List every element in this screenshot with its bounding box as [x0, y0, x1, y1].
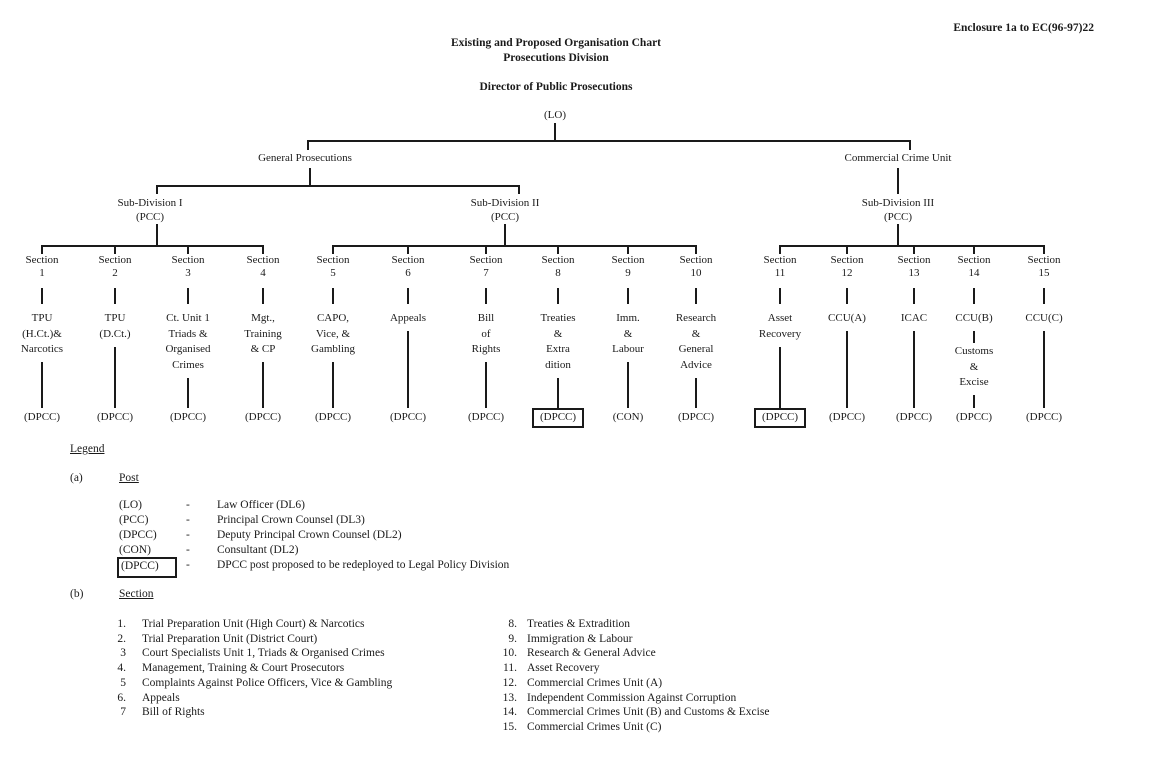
connector-line — [309, 168, 311, 185]
connector-line — [913, 331, 915, 408]
unit-name-line: Labour — [612, 343, 644, 355]
unit-name-line: Gambling — [311, 343, 355, 355]
section-number: 2 — [112, 267, 118, 279]
connector-line — [307, 140, 911, 142]
section-header-word: Section — [1027, 254, 1061, 266]
section-post-label: (DPCC) — [96, 411, 134, 423]
section-header-word: Section — [957, 254, 991, 266]
section-unit-name — [1002, 311, 1086, 327]
connector-line — [407, 288, 409, 304]
subdivision-3-name: Sub-Division III — [861, 197, 935, 209]
connector-line — [897, 224, 899, 245]
section-number: 15 — [1038, 267, 1050, 279]
branch-general-prosecutions: General Prosecutions — [258, 152, 352, 164]
connector-line — [262, 362, 264, 408]
connector-line — [973, 331, 975, 343]
connector-line — [557, 378, 559, 409]
connector-tick — [262, 245, 264, 254]
list-item-number: 9. — [508, 633, 517, 645]
unit-name-line: Vice, & — [315, 327, 351, 340]
legend-separator: - — [186, 544, 190, 556]
unit-name-line: & — [691, 327, 701, 340]
connector-tick — [114, 245, 116, 254]
section-header — [0, 254, 84, 280]
section-header-word: Section — [763, 254, 797, 266]
section-post-label: (DPCC) — [895, 411, 933, 423]
section-post — [363, 411, 453, 424]
unit-name-line: Imm. — [616, 312, 640, 324]
unit-name-line: Treaties — [540, 312, 576, 324]
legend-separator: - — [186, 559, 190, 571]
section-number: 1 — [39, 267, 45, 279]
connector-tick — [485, 245, 487, 254]
list-item-number: 3 — [120, 647, 126, 659]
unit-name-line: & CP — [250, 343, 276, 355]
unit-name-line: (H.Ct.)& — [22, 327, 62, 340]
legend-description: DPCC post proposed to be redeployed to Legal Policy Division — [217, 559, 510, 571]
subdivision-1-name: Sub-Division I — [117, 197, 183, 209]
list-item-text: Independent Commission Against Corruption — [527, 692, 737, 704]
connector-line — [779, 288, 781, 304]
subdivision-1-post: (PCC) — [135, 211, 165, 223]
list-item-number: 1. — [117, 618, 126, 630]
unit-name-line: Appeals — [389, 312, 427, 324]
section-unit-name — [73, 311, 157, 342]
connector-line — [627, 362, 629, 408]
connector-line — [332, 288, 334, 304]
section-unit-name — [291, 311, 375, 358]
legend-description: Consultant (DL2) — [217, 544, 299, 556]
connector-line — [407, 331, 409, 408]
section-header — [654, 254, 738, 280]
section-unit-name — [654, 311, 738, 373]
list-item-text: Trial Preparation Unit (High Court) & Narcotics — [142, 618, 365, 630]
section-post-label: (DPCC) — [828, 411, 866, 423]
unit-name-line: Narcotics — [20, 343, 64, 355]
section-number: 9 — [625, 267, 631, 279]
connector-line — [485, 288, 487, 304]
section-unit-name — [0, 311, 84, 358]
list-item-number: 14. — [502, 706, 517, 718]
section-number: 7 — [483, 267, 489, 279]
subdivision-2-post: (PCC) — [490, 211, 520, 223]
unit-name-line: & — [969, 360, 979, 373]
connector-line — [1043, 288, 1045, 304]
connector-tick — [973, 245, 975, 254]
subdivision-1 — [90, 196, 210, 224]
unit-name-line: (D.Ct.) — [99, 327, 131, 340]
list-item-text: Court Specialists Unit 1, Triads & Organised Crimes — [142, 647, 385, 659]
enclosure-reference: Enclosure 1a to EC(96-97)22 — [953, 22, 1094, 34]
connector-tick — [695, 245, 697, 254]
section-header-word: Section — [611, 254, 645, 266]
section-post-label: (DPCC) — [244, 411, 282, 423]
connector-line — [41, 362, 43, 408]
unit-name-line: Excise — [959, 376, 989, 388]
connector-line — [973, 395, 975, 408]
unit-name-line: Training — [244, 327, 282, 340]
legend-section-heading: Section — [119, 588, 154, 600]
section-number: 12 — [841, 267, 853, 279]
unit-name-line: ICAC — [900, 312, 928, 324]
list-item-text: Treaties & Extradition — [527, 618, 631, 630]
connector-line — [846, 331, 848, 408]
section-post-label: (DPCC) — [467, 411, 505, 423]
director-post: (LO) — [544, 109, 566, 121]
unit-name-line: TPU — [104, 312, 126, 324]
list-item-text: Complaints Against Police Officers, Vice & Gambling — [142, 677, 393, 689]
connector-line — [41, 288, 43, 304]
list-item-text: Commercial Crimes Unit (B) and Customs & Excise — [527, 706, 770, 718]
section-post-label: (DPCC) — [1025, 411, 1063, 423]
list-item-number: 12. — [502, 677, 517, 689]
list-item-number: 8. — [508, 618, 517, 630]
section-header-word: Section — [391, 254, 425, 266]
subdivision-3-post: (PCC) — [883, 211, 913, 223]
connector-tick — [913, 245, 915, 254]
section-header-word: Section — [25, 254, 59, 266]
section-unit-name — [146, 311, 230, 373]
unit-name-line: Advice — [680, 358, 712, 371]
connector-line — [554, 123, 556, 140]
connector-tick — [557, 245, 559, 254]
section-header-word: Section — [171, 254, 205, 266]
section-header-word: Section — [98, 254, 132, 266]
connector-line — [973, 288, 975, 304]
section-header — [1002, 254, 1086, 280]
legend-abbr: (CON) — [119, 544, 151, 556]
connector-line — [627, 288, 629, 304]
legend-separator: - — [186, 499, 190, 511]
legend-abbr: (LO) — [119, 499, 142, 511]
section-number: 10 — [690, 267, 702, 279]
connector-line — [187, 378, 189, 409]
legend-description: Principal Crown Counsel (DL3) — [217, 514, 365, 526]
unit-name-line: dition — [545, 358, 571, 371]
section-number: 13 — [908, 267, 920, 279]
connector-line — [332, 362, 334, 408]
unit-name-line: Organised — [165, 343, 211, 355]
connector-tick — [41, 245, 43, 254]
list-item-number: 11. — [503, 662, 517, 674]
unit-name-line: CCU(A) — [828, 312, 866, 324]
section-post-label: (DPCC) — [169, 411, 207, 423]
section-number: 11 — [774, 267, 786, 279]
section-header-word: Section — [897, 254, 931, 266]
unit-name-line: of — [481, 327, 491, 340]
connector-line — [913, 288, 915, 304]
list-item-text: Commercial Crimes Unit (A) — [527, 677, 663, 689]
list-item-number: 13. — [502, 692, 517, 704]
connector-line — [114, 288, 116, 304]
section-number: 8 — [555, 267, 561, 279]
section-header-word: Section — [469, 254, 503, 266]
section-unit-name-2 — [932, 344, 1016, 391]
chart-title-line2: Prosecutions Division — [503, 52, 609, 64]
list-item-text: Immigration & Labour — [527, 633, 633, 645]
subdivision-2 — [445, 196, 565, 224]
connector-line — [897, 168, 899, 194]
section-number: 14 — [968, 267, 980, 279]
connector-line — [695, 288, 697, 304]
list-item-number: 10. — [502, 647, 517, 659]
connector-tick — [627, 245, 629, 254]
connector-line — [1043, 331, 1045, 408]
connector-line — [114, 347, 116, 409]
list-item-number: 4. — [117, 662, 126, 674]
unit-name-line: Ct. Unit 1 — [166, 312, 210, 324]
connector-tick — [156, 185, 158, 194]
list-item-text: Appeals — [142, 692, 180, 704]
list-item-number: 7 — [120, 706, 126, 718]
section-header-word: Section — [830, 254, 864, 266]
unit-name-line: CCU(B) — [955, 312, 993, 324]
legend-post-heading: Post — [119, 472, 139, 484]
unit-name-line: & — [553, 327, 563, 340]
unit-name-line: Research — [675, 312, 717, 324]
connector-line — [187, 288, 189, 304]
legend-abbr: (DPCC) — [119, 529, 157, 541]
connector-line — [156, 185, 520, 187]
section-post-label: (DPCC) — [677, 411, 715, 423]
section-number: 6 — [405, 267, 411, 279]
connector-tick — [332, 245, 334, 254]
branch-commercial-crime-unit: Commercial Crime Unit — [844, 152, 952, 164]
unit-name-line: & — [623, 327, 633, 340]
section-post-label: (DPCC) — [314, 411, 352, 423]
unit-name-line: Recovery — [758, 327, 802, 340]
subdivision-2-name: Sub-Division II — [470, 197, 540, 209]
list-item-number: 5 — [120, 677, 126, 689]
connector-line — [779, 347, 781, 409]
connector-line — [262, 288, 264, 304]
section-post-label: (DPCC) — [389, 411, 427, 423]
connector-tick — [518, 185, 520, 194]
unit-name-line: CCU(C) — [1025, 312, 1063, 324]
connector-line — [846, 288, 848, 304]
legend-abbr-boxed: (DPCC) — [117, 557, 177, 578]
list-item-number: 2. — [117, 633, 126, 645]
chart-title-line1: Existing and Proposed Organisation Chart — [450, 37, 661, 49]
list-item-text: Management, Training & Court Prosecutors — [142, 662, 345, 674]
section-header — [366, 254, 450, 280]
section-unit-name — [366, 311, 450, 327]
section-number: 4 — [260, 267, 266, 279]
connector-line — [156, 224, 158, 245]
unit-name-line: TPU — [31, 312, 53, 324]
list-item-text: Research & General Advice — [527, 647, 656, 659]
list-item-text: Asset Recovery — [527, 662, 600, 674]
unit-name-line: Rights — [471, 343, 501, 355]
section-header-word: Section — [316, 254, 350, 266]
connector-tick — [407, 245, 409, 254]
connector-tick — [846, 245, 848, 254]
list-item-text: Bill of Rights — [142, 706, 205, 718]
connector-tick — [909, 140, 911, 150]
legend-description: Law Officer (DL6) — [217, 499, 305, 511]
section-header — [146, 254, 230, 280]
legend-section-group-label: (b) — [70, 588, 84, 600]
legend-heading: Legend — [70, 443, 105, 455]
section-header — [73, 254, 157, 280]
unit-name-line: Crimes — [172, 358, 204, 371]
connector-tick — [779, 245, 781, 254]
connector-tick — [1043, 245, 1045, 254]
unit-name-line: Customs — [954, 345, 994, 357]
section-post-label: (DPCC) — [955, 411, 993, 423]
legend-post-group-label: (a) — [70, 472, 83, 484]
unit-name-line: CAPO, — [316, 312, 350, 324]
section-post-label-boxed: (DPCC) — [754, 408, 806, 428]
connector-line — [485, 362, 487, 408]
list-item-text: Trial Preparation Unit (District Court) — [142, 633, 318, 645]
list-item-text: Commercial Crimes Unit (C) — [527, 721, 662, 733]
unit-name-line: Asset — [767, 312, 793, 324]
list-item-number: 15. — [502, 721, 517, 733]
section-header-word: Section — [679, 254, 713, 266]
director-title: Director of Public Prosecutions — [479, 81, 633, 93]
section-number: 3 — [185, 267, 191, 279]
connector-line — [557, 288, 559, 304]
unit-name-line: Extra — [546, 343, 570, 355]
unit-name-line: Bill — [477, 312, 495, 324]
connector-line — [42, 245, 264, 247]
unit-name-line: General — [678, 343, 714, 355]
section-number: 5 — [330, 267, 336, 279]
subdivision-3 — [838, 196, 958, 224]
legend-separator: - — [186, 514, 190, 526]
legend-description: Deputy Principal Crown Counsel (DL2) — [217, 529, 402, 541]
connector-line — [695, 378, 697, 409]
legend-abbr: (PCC) — [119, 514, 149, 526]
section-header-word: Section — [246, 254, 280, 266]
connector-tick — [187, 245, 189, 254]
section-post-label: (CON) — [612, 411, 644, 423]
unit-name-line: Triads & — [168, 327, 208, 340]
section-post-label-boxed: (DPCC) — [532, 408, 584, 428]
section-header — [291, 254, 375, 280]
section-header-word: Section — [541, 254, 575, 266]
connector-line — [333, 245, 697, 247]
connector-tick — [307, 140, 309, 150]
list-item-number: 6. — [117, 692, 126, 704]
section-post-label: (DPCC) — [23, 411, 61, 423]
section-post — [999, 411, 1089, 424]
connector-line — [504, 224, 506, 245]
section-post — [651, 411, 741, 424]
unit-name-line: Mgt., — [251, 312, 275, 324]
legend-separator: - — [186, 529, 190, 541]
